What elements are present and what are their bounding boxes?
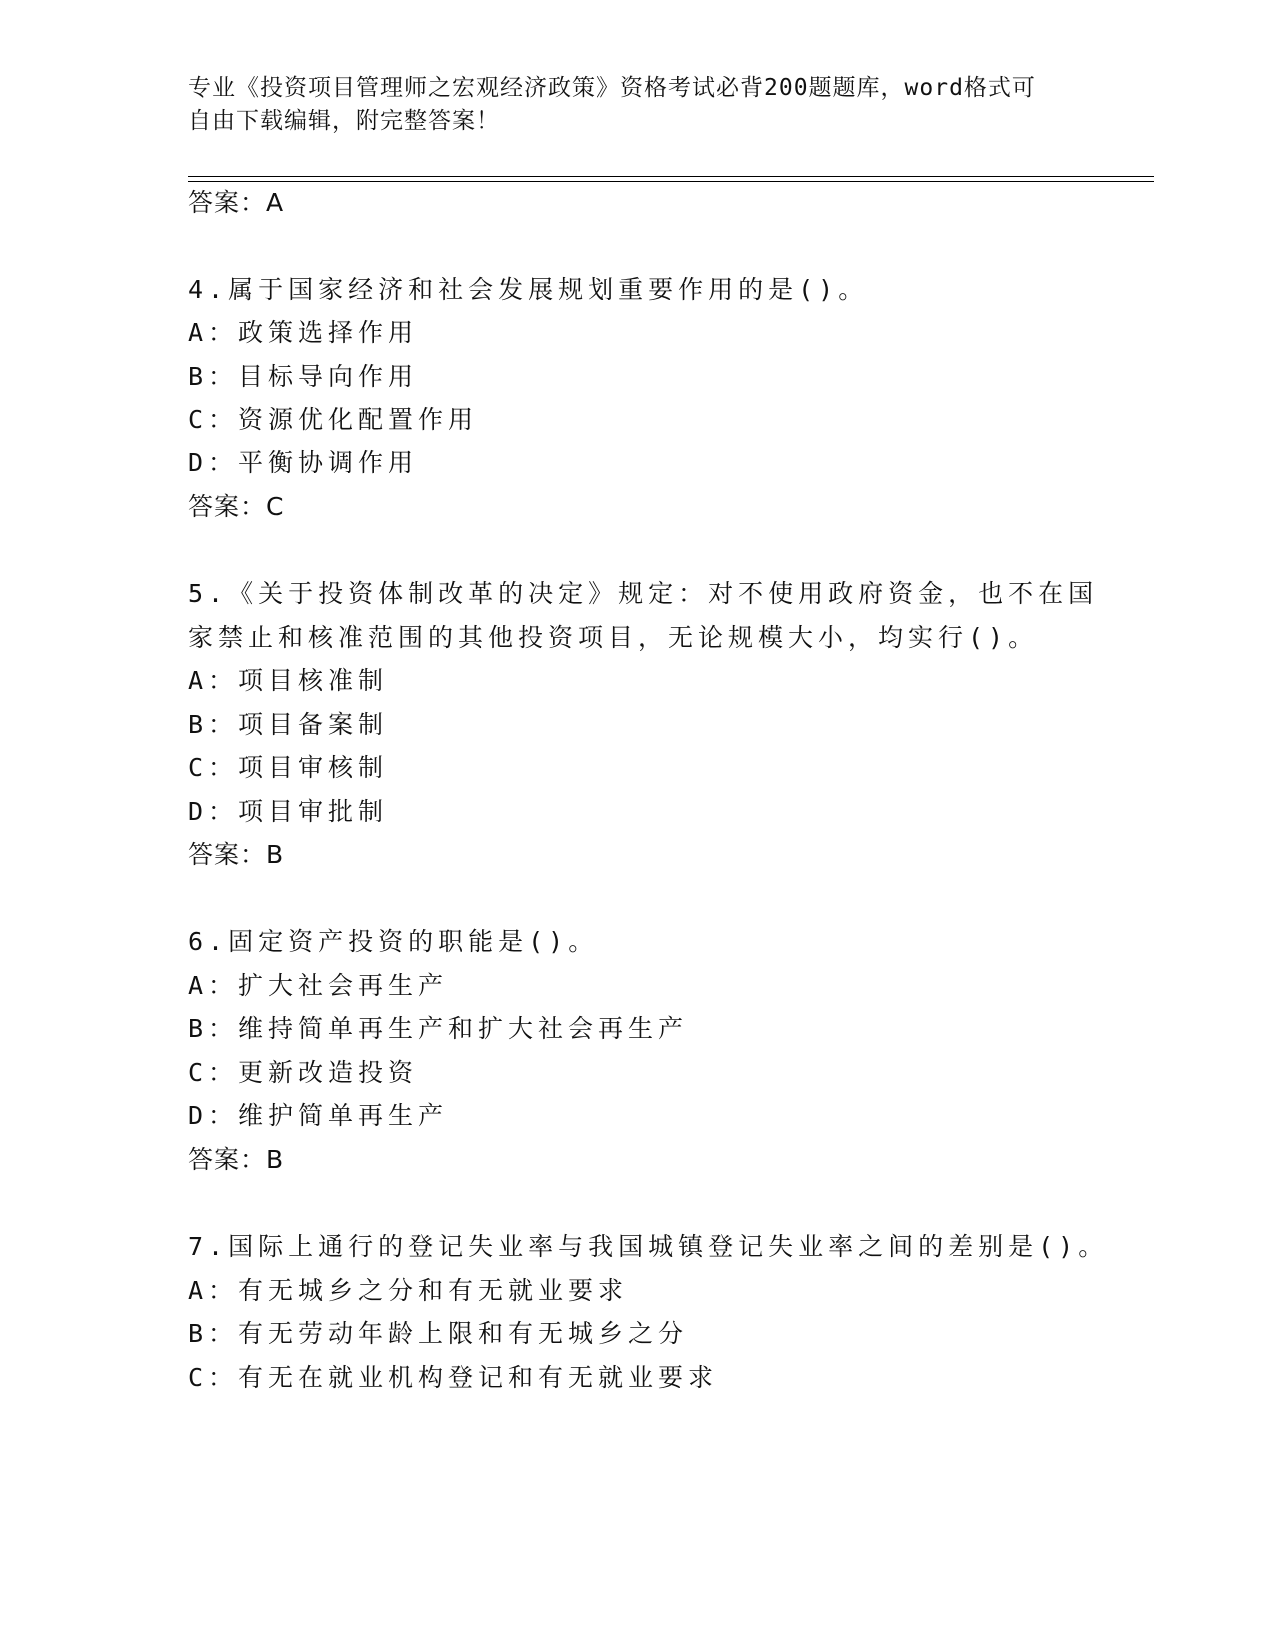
question-4-option-a: A：政策选择作用 <box>188 318 419 347</box>
question-4-text: 4.属于国家经济和社会发展规划重要作用的是()。 <box>188 275 869 304</box>
question-6-option-a: A：扩大社会再生产 <box>188 971 449 1000</box>
header-divider-top <box>188 176 1154 177</box>
question-5-option-d: D：项目审批制 <box>188 797 389 826</box>
question-5-option-c: C：项目审核制 <box>188 753 389 782</box>
question-7-option-a: A：有无城乡之分和有无就业要求 <box>188 1276 629 1305</box>
question-6-option-b: B：维持简单再生产和扩大社会再生产 <box>188 1014 689 1043</box>
question-6-option-d: D：维护简单再生产 <box>188 1101 449 1130</box>
question-4-option-d: D：平衡协调作用 <box>188 448 419 477</box>
header-line-2: 自由下载编辑，附完整答案！ <box>188 108 500 134</box>
question-5-text-line-2: 家禁止和核准范围的其他投资项目，无论规模大小，均实行()。 <box>188 623 1039 652</box>
question-4-option-c: C：资源优化配置作用 <box>188 405 479 434</box>
document-header <box>188 72 1088 138</box>
question-4-answer: 答案：C <box>188 492 285 521</box>
question-6-option-c: C：更新改造投资 <box>188 1058 419 1087</box>
question-5-option-b: B：项目备案制 <box>188 710 389 739</box>
header-line-1: 专业《投资项目管理师之宏观经济政策》资格考试必背200题题库，word格式可 <box>188 75 1036 101</box>
question-6-answer: 答案：B <box>188 1145 285 1174</box>
answer-previous: 答案：A <box>188 188 285 217</box>
question-4-option-b: B：目标导向作用 <box>188 362 419 391</box>
question-7-text: 7.国际上通行的登记失业率与我国城镇登记失业率之间的差别是()。 <box>188 1232 1109 1261</box>
question-5-answer: 答案：B <box>188 840 285 869</box>
question-7-option-c: C：有无在就业机构登记和有无就业要求 <box>188 1363 719 1392</box>
question-6-text: 6.固定资产投资的职能是()。 <box>188 927 599 956</box>
question-7-option-b: B：有无劳动年龄上限和有无城乡之分 <box>188 1319 689 1348</box>
header-divider-bottom <box>188 181 1154 182</box>
question-5-text-line-1: 5.《关于投资体制改革的决定》规定：对不使用政府资金，也不在国 <box>188 579 1099 608</box>
question-5-option-a: A：项目核准制 <box>188 666 389 695</box>
